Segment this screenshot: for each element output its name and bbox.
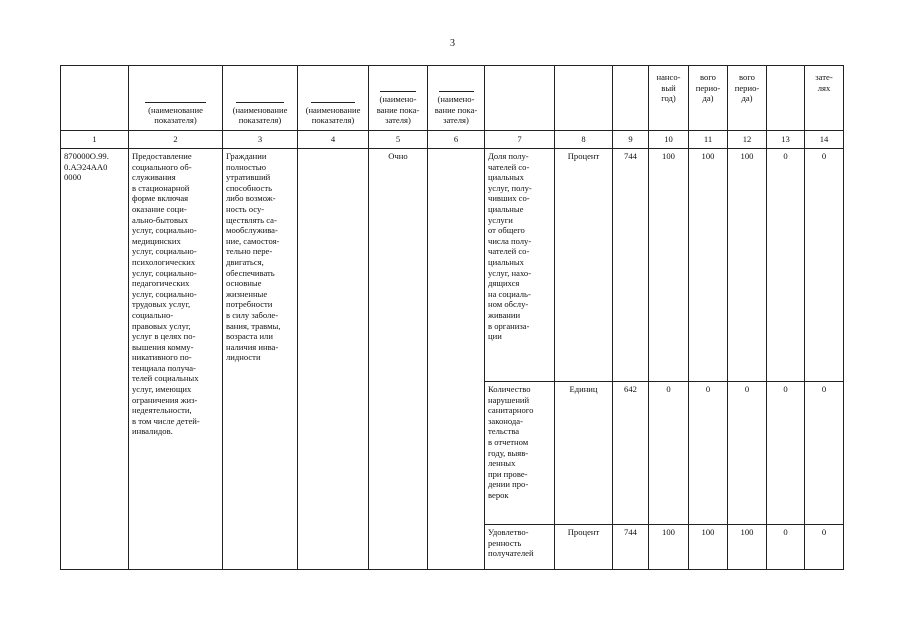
- indicator-value-11: 100: [689, 525, 728, 570]
- indicator-value-13: 0: [767, 382, 805, 525]
- header-cell-11: вого перио- да): [689, 66, 728, 131]
- indicator-unit: Процент: [555, 525, 613, 570]
- indicator-value-12: 0: [728, 382, 767, 525]
- column-number: 4: [298, 131, 369, 149]
- column-number: 14: [805, 131, 844, 149]
- table-row: [61, 149, 844, 382]
- column-number: 6: [428, 131, 485, 149]
- column-number-row: [61, 131, 844, 149]
- header-cell-8: [555, 66, 613, 131]
- indicator-okei: 744: [613, 149, 649, 382]
- header-cell-9: [613, 66, 649, 131]
- column-number: 9: [613, 131, 649, 149]
- indicator-value-10: 100: [649, 525, 689, 570]
- header-cell-5: (наимено- вание пока- зателя): [369, 66, 428, 131]
- indicator-unit: Единиц: [555, 382, 613, 525]
- page-number: 3: [450, 38, 455, 49]
- column-number: 3: [223, 131, 298, 149]
- header-cell-10: нансо- вый год): [649, 66, 689, 131]
- table-header-row: [61, 66, 844, 131]
- service-name: Предоставление социального об- служивания в стационарной форме включая оказание соци- ально-бытовых услуг, социально- медицинских услуг, социально- психологических услуг, социально- педагогических услуг, социально- трудовых услуг, социально- правовых услуг, услуг в целях по- вышения комму- никативного по- тенциала получа- телей социальных услуг, имеющих ограничения жиз- недеятельности, в том числе детей- инвалидов.: [129, 149, 223, 570]
- column-number: 5: [369, 131, 428, 149]
- column-number: 2: [129, 131, 223, 149]
- service-code: 870000О.99. 0.АЭ24АА0 0000: [61, 149, 129, 570]
- column-number: 13: [767, 131, 805, 149]
- header-cell-3: (наименование показателя): [223, 66, 298, 131]
- indicator-value-10: 100: [649, 149, 689, 382]
- indicator-name: Доля полу- чателей со- циальных услуг, полу- чивших со- циальные услуги от общего числа полу- чателей со- циальных услуг, нахо- дящихся на социаль- ном обслу- живании в организа- ции: [485, 149, 555, 382]
- indicator-value-14: 0: [805, 525, 844, 570]
- column-number: 7: [485, 131, 555, 149]
- header-cell-1: [61, 66, 129, 131]
- header-cell-4: (наименование показателя): [298, 66, 369, 131]
- header-cell-12: вого перио- да): [728, 66, 767, 131]
- header-cell-13: [767, 66, 805, 131]
- column-number: 11: [689, 131, 728, 149]
- header-cell-7: [485, 66, 555, 131]
- indicator-value-11: 0: [689, 382, 728, 525]
- header-cell-14: зате- лях: [805, 66, 844, 131]
- column-number: 12: [728, 131, 767, 149]
- header-cell-2: (наименование показателя): [129, 66, 223, 131]
- indicator-okei: 744: [613, 525, 649, 570]
- header-cell-6: (наимено- вание пока- зателя): [428, 66, 485, 131]
- column-number: 1: [61, 131, 129, 149]
- services-table: [60, 65, 844, 570]
- recipient-category: Граждании полностью утративший способность либо возмож- ность осу- ществлять са- мообслужива- ние, самостоя- тельно пере- двигаться, обеспечивать основные жизненные потребности в силу заболе- вания, травмы, возраста или наличия инва- лидности: [223, 149, 298, 570]
- indicator-cell-6: [428, 149, 485, 570]
- indicator-unit: Процент: [555, 149, 613, 382]
- indicator-value-14: 0: [805, 382, 844, 525]
- indicator-name: Удовлетво- ренность получателей: [485, 525, 555, 570]
- indicator-value-13: 0: [767, 149, 805, 382]
- column-number: 10: [649, 131, 689, 149]
- indicator-okei: 642: [613, 382, 649, 525]
- indicator-cell-4: [298, 149, 369, 570]
- indicator-name: Количество нарушений санитарного законода- тельства в отчетном году, выяв- ленных при прове- дении про- верок: [485, 382, 555, 525]
- column-number: 8: [555, 131, 613, 149]
- service-form: Очно: [369, 149, 428, 570]
- indicator-value-13: 0: [767, 525, 805, 570]
- indicator-value-12: 100: [728, 149, 767, 382]
- indicator-value-11: 100: [689, 149, 728, 382]
- indicator-value-12: 100: [728, 525, 767, 570]
- indicator-value-14: 0: [805, 149, 844, 382]
- indicator-value-10: 0: [649, 382, 689, 525]
